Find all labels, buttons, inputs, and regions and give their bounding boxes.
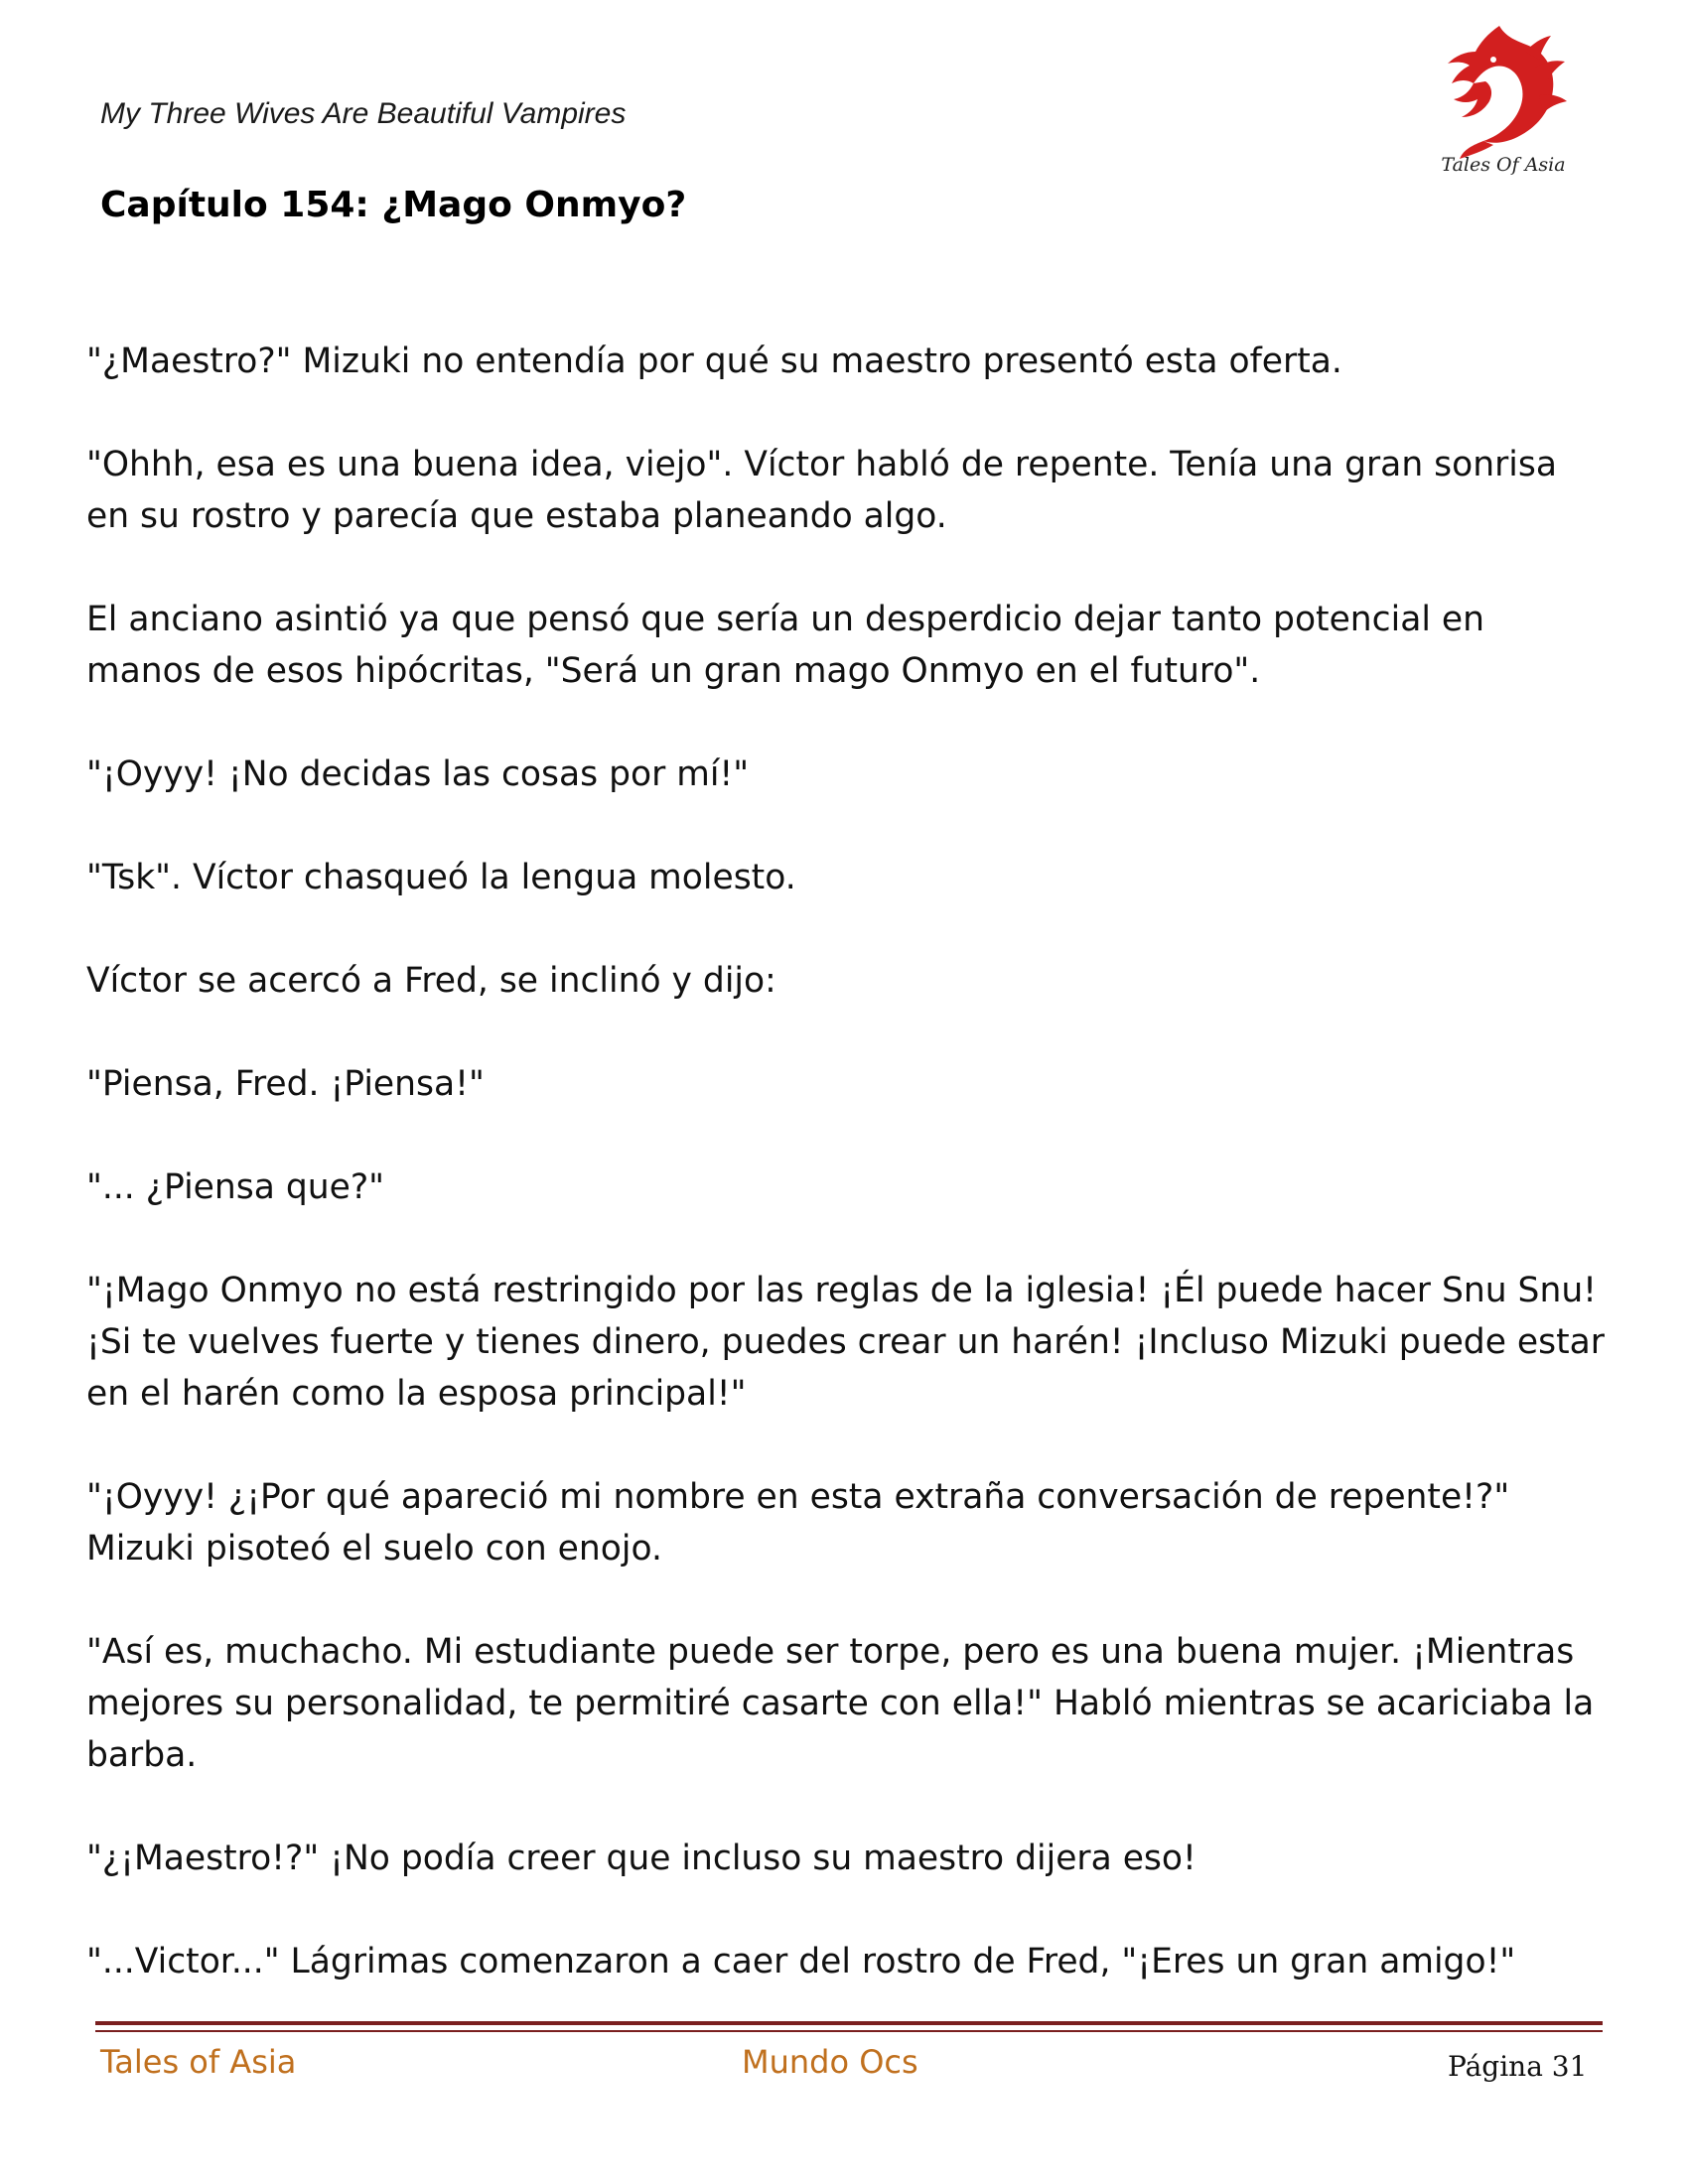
chapter-title: Capítulo 154: ¿Mago Onmyo?: [100, 185, 687, 225]
body-text: [86, 336, 1606, 2039]
paragraph: "¡Oyyy! ¿¡Por qué apareció mi nombre en esta extraña conversación de repente!?" Mizuki pisoteó el suelo con enojo.: [86, 1477, 1510, 1569]
footer-divider: [95, 2021, 1603, 2032]
page-number: Página 31: [1448, 2050, 1588, 2083]
paragraph: "¿¡Maestro!?" ¡No podía creer que incluso su maestro dijera eso!: [86, 1839, 1196, 1878]
book-title: My Three Wives Are Beautiful Vampires: [100, 97, 627, 130]
paragraph: "Ohhh, esa es una buena idea, viejo". Víctor habló de repente. Tenía una gran sonrisa en su rostro y parecía que estaba planeando algo.: [86, 445, 1557, 536]
paragraph: "... ¿Piensa que?": [86, 1167, 385, 1207]
paragraph: "¡Mago Onmyo no está restringido por las reglas de la iglesia! ¡Él puede hacer Snu Snu! ¡Si te vuelves fuerte y tienes dinero, puedes crear un harén! ¡Incluso Mizuki puede estar en el harén como la esposa principal!": [86, 1271, 1605, 1414]
paragraph: Víctor se acercó a Fred, se inclinó y dijo:: [86, 961, 776, 1001]
footer-site-name: Tales of Asia: [100, 2043, 297, 2081]
paragraph: "¡Oyyy! ¡No decidas las cosas por mí!": [86, 754, 750, 794]
paragraph: "¿Maestro?" Mizuki no entendía por qué su maestro presentó esta oferta.: [86, 341, 1342, 381]
footer-section-name: Mundo Ocs: [742, 2043, 918, 2081]
logo-text: Tales Of Asia: [1441, 154, 1566, 176]
paragraph: "Así es, muchacho. Mi estudiante puede ser torpe, pero es una buena mujer. ¡Mientras mejores su personalidad, te permitiré casarte con ella!" Habló mientras se acariciaba la barba.: [86, 1632, 1595, 1775]
paragraph: El anciano asintió ya que pensó que sería un desperdicio dejar tanto potencial en manos de esos hipócritas, "Será un gran mago Onmyo en el futuro".: [86, 600, 1485, 691]
paragraph: "Tsk". Víctor chasqueó la lengua molesto.: [86, 858, 796, 897]
paragraph: "Piensa, Fred. ¡Piensa!": [86, 1064, 485, 1104]
paragraph: "...Victor..." Lágrimas comenzaron a caer del rostro de Fred, "¡Eres un gran amigo!": [86, 1942, 1516, 1981]
